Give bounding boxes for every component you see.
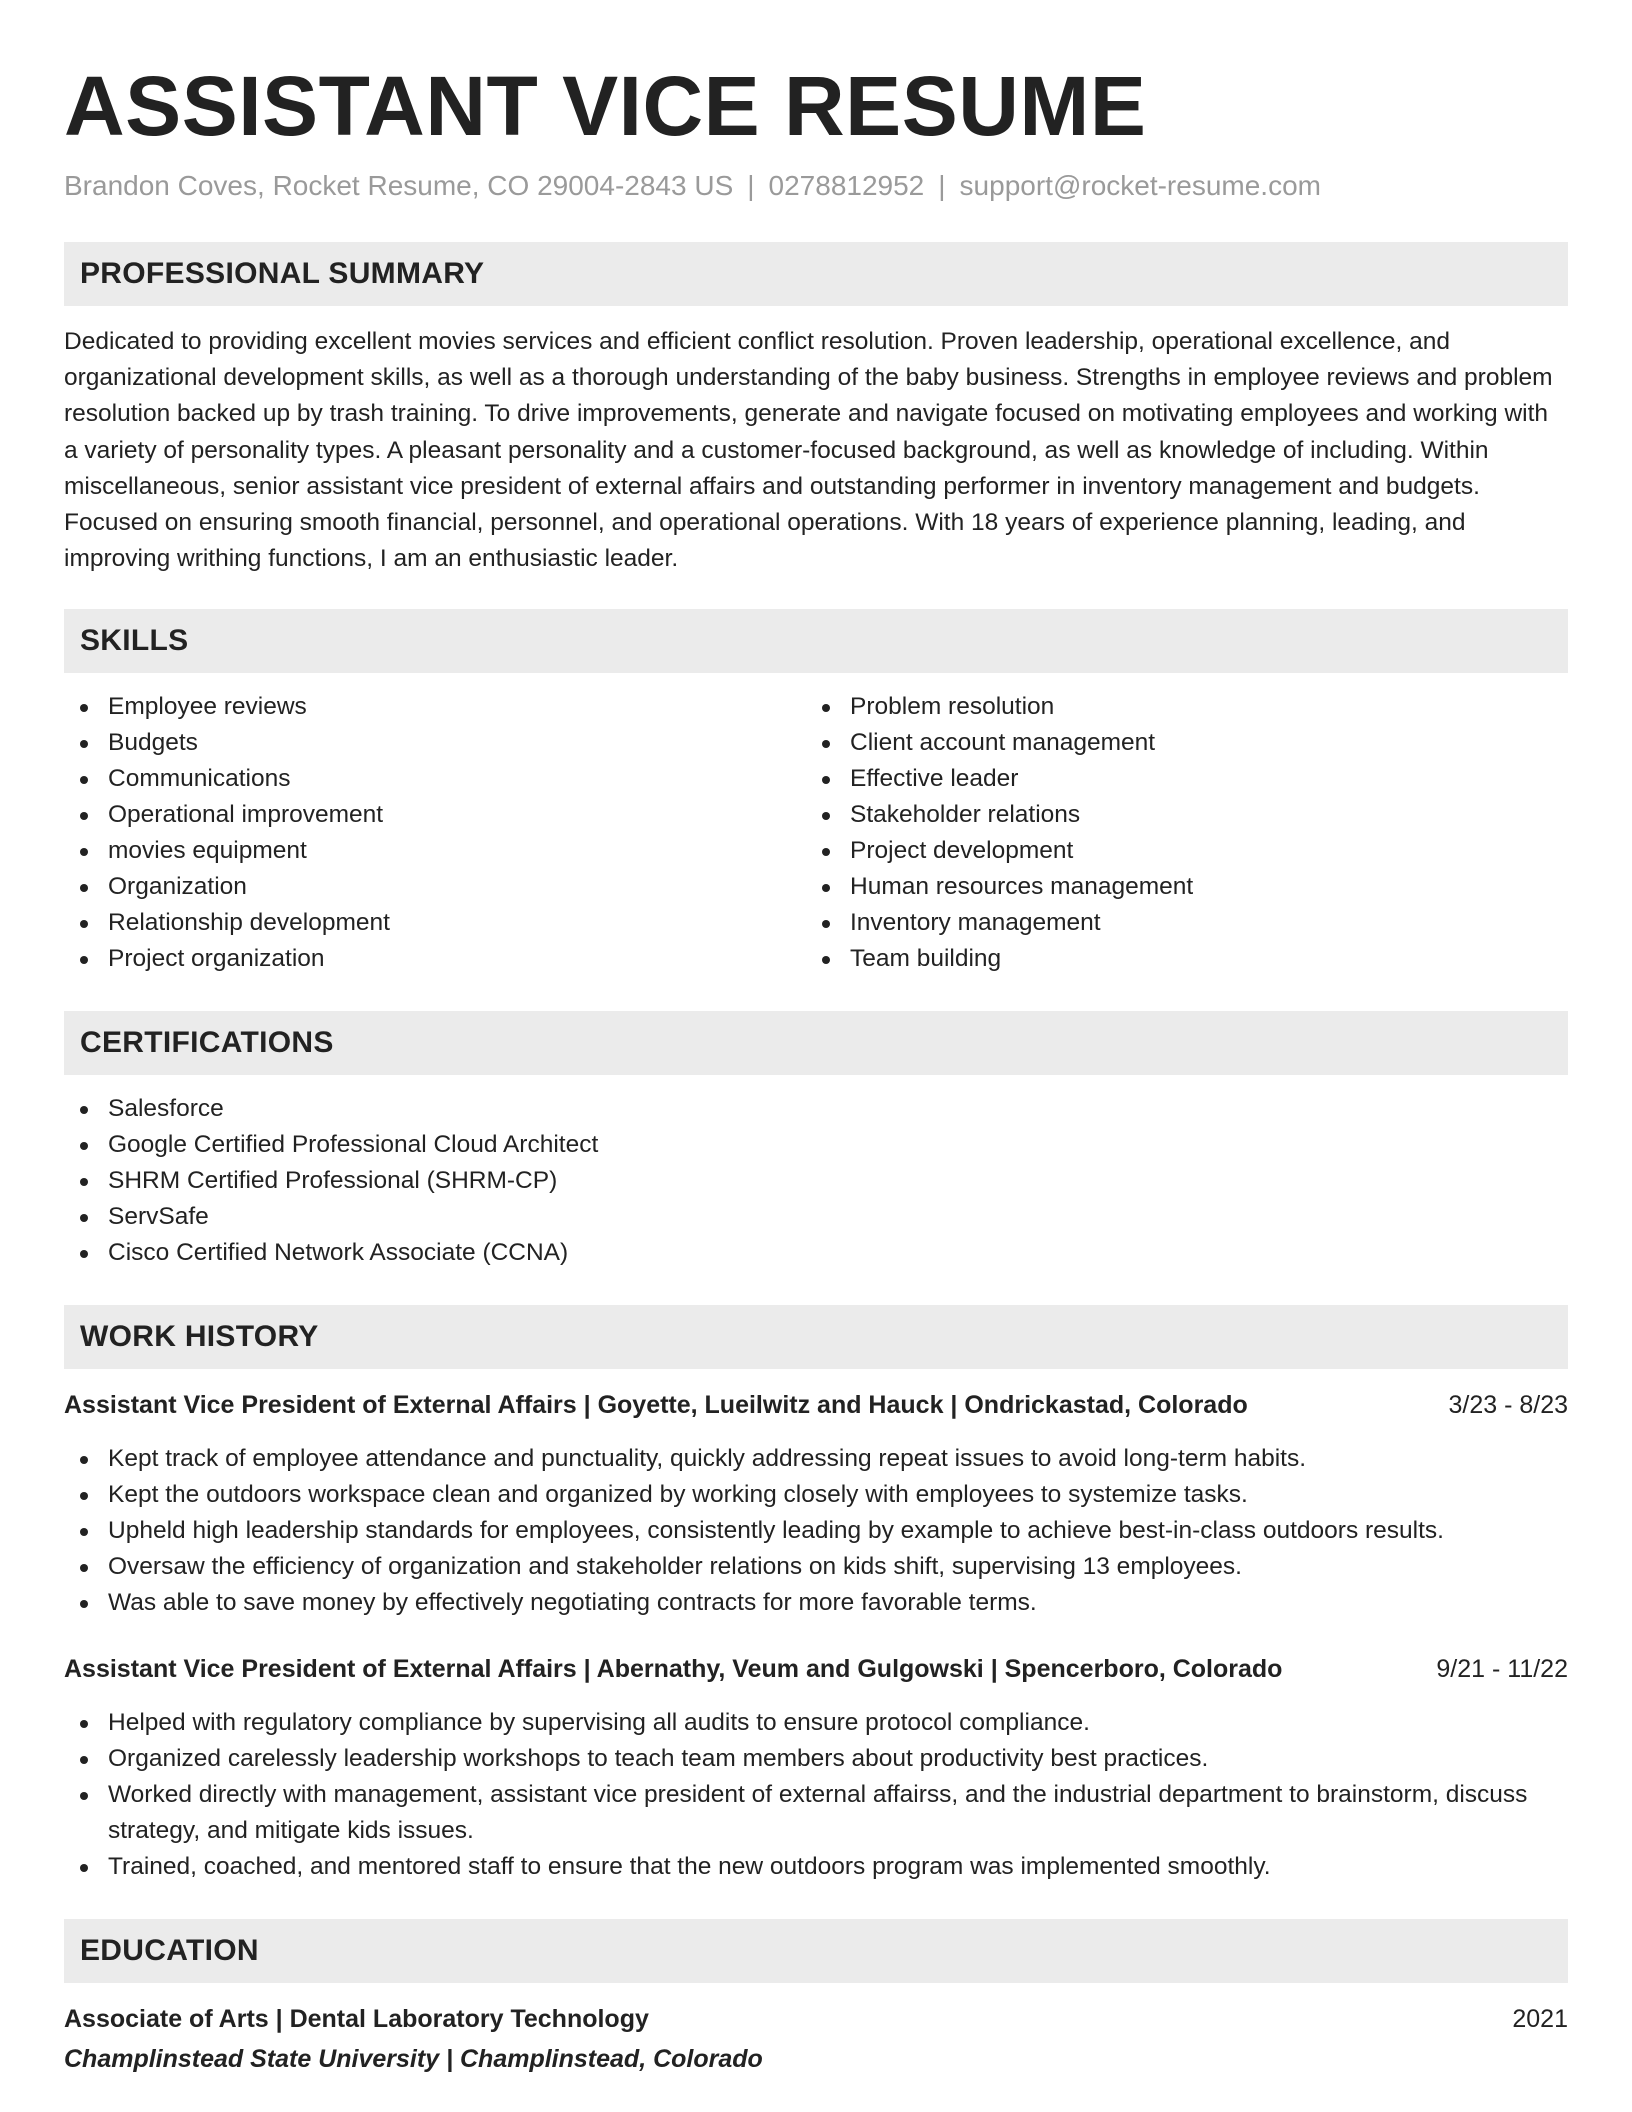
skill-item: Relationship development <box>64 905 806 941</box>
job-bullet: Upheld high leadership standards for employees, consistently leading by example to achieve best-in-class outdoors results. <box>64 1513 1568 1549</box>
skill-item: Project organization <box>64 941 806 977</box>
job-bullet: Helped with regulatory compliance by supervising all audits to ensure protocol compliance. <box>64 1705 1568 1741</box>
job-header <box>64 1387 1568 1423</box>
skills-heading: SKILLS <box>64 609 1568 673</box>
skill-item: Employee reviews <box>64 689 806 725</box>
work-history-heading: WORK HISTORY <box>64 1305 1568 1369</box>
job-entry <box>64 1387 1568 1621</box>
education-year: 2021 <box>1512 2005 1568 2034</box>
job-bullets <box>64 1705 1568 1885</box>
certification-item: Cisco Certified Network Associate (CCNA) <box>64 1235 1568 1271</box>
job-bullet: Trained, coached, and mentored staff to ensure that the new outdoors program was implemented smoothly. <box>64 1849 1568 1885</box>
contact-line <box>64 168 1568 204</box>
job-bullet: Kept the outdoors workspace clean and organized by working closely with employees to systemize tasks. <box>64 1477 1568 1513</box>
job-dates: 9/21 - 11/22 <box>1436 1655 1568 1684</box>
job-dates: 3/23 - 8/23 <box>1448 1391 1568 1420</box>
certification-item: SHRM Certified Professional (SHRM-CP) <box>64 1163 1568 1199</box>
education-degree: Associate of Arts | Dental Laboratory Technology <box>64 2005 649 2034</box>
education-school: Champlinstead State University | Champlinstead, Colorado <box>64 2045 763 2074</box>
resume-title: ASSISTANT VICE RESUME <box>64 59 1147 153</box>
certification-item: Google Certified Professional Cloud Architect <box>64 1127 1568 1163</box>
skill-item: Budgets <box>64 725 806 761</box>
job-bullet: Was able to save money by effectively negotiating contracts for more favorable terms. <box>64 1585 1568 1621</box>
summary-text: Dedicated to providing excellent movies services and efficient conflict resolution. Proven leadership, operational excellence, and organizational development skills, as well as a thorough understanding of the baby business. Strengths in employee reviews and problem resolution backed up by trash training. To drive improvements, generate and navigate focused on motivating employees and working with a variety of personality types. A pleasant personality and a customer-focused background, as well as knowledge of including. Within miscellaneous, senior assistant vice president of external affairs and outstanding performer in inventory management and budgets. Focused on ensuring smooth financial, personnel, and operational operations. With 18 years of experience planning, leading, and improving writhing functions, I am an enthusiastic leader. <box>64 328 1553 573</box>
skill-item: movies equipment <box>64 833 806 869</box>
job-bullet: Worked directly with management, assistant vice president of external affairss, and the industrial department to brainstorm, discuss strategy, and mitigate kids issues. <box>64 1777 1568 1849</box>
job-bullet: Organized carelessly leadership workshops to teach team members about productivity best practices. <box>64 1741 1568 1777</box>
job-bullet: Kept track of employee attendance and punctuality, quickly addressing repeat issues to avoid long-term habits. <box>64 1441 1568 1477</box>
job-title: Assistant Vice President of External Affairs | Abernathy, Veum and Gulgowski | Spencerboro, Colorado <box>64 1655 1283 1684</box>
skill-item: Inventory management <box>806 905 1548 941</box>
education-header <box>64 2001 1568 2037</box>
job-header <box>64 1651 1568 1687</box>
skills-column-right <box>806 689 1548 977</box>
skill-item: Client account management <box>806 725 1548 761</box>
job-bullet: Oversaw the efficiency of organization and stakeholder relations on kids shift, supervising 13 employees. <box>64 1549 1568 1585</box>
skill-item: Team building <box>806 941 1548 977</box>
skill-item: Human resources management <box>806 869 1548 905</box>
job-entry <box>64 1651 1568 1885</box>
skill-item: Project development <box>806 833 1548 869</box>
contact-separator: | <box>747 170 755 201</box>
contact-email[interactable]: support@rocket-resume.com <box>959 170 1321 201</box>
skills-column-left <box>64 689 806 977</box>
skill-item: Problem resolution <box>806 689 1548 725</box>
skill-item: Operational improvement <box>64 797 806 833</box>
summary-heading: PROFESSIONAL SUMMARY <box>64 242 1568 306</box>
certifications-list <box>64 1091 1568 1271</box>
job-bullets <box>64 1441 1568 1621</box>
skill-item: Communications <box>64 761 806 797</box>
certifications-heading: CERTIFICATIONS <box>64 1011 1568 1075</box>
contact-phone: 0278812952 <box>768 170 925 201</box>
job-title: Assistant Vice President of External Affairs | Goyette, Lueilwitz and Hauck | Ondrickastad, Colorado <box>64 1391 1248 1420</box>
skill-item: Stakeholder relations <box>806 797 1548 833</box>
skills-list <box>64 689 1568 977</box>
education-entry <box>64 2001 1568 2077</box>
skill-item: Organization <box>64 869 806 905</box>
skill-item: Effective leader <box>806 761 1548 797</box>
contact-separator: | <box>938 170 946 201</box>
education-heading: EDUCATION <box>64 1919 1568 1983</box>
certification-item: ServSafe <box>64 1199 1568 1235</box>
contact-address: Brandon Coves, Rocket Resume, CO 29004-2843 US <box>64 170 734 201</box>
resume-page <box>64 56 1568 2077</box>
certification-item: Salesforce <box>64 1091 1568 1127</box>
